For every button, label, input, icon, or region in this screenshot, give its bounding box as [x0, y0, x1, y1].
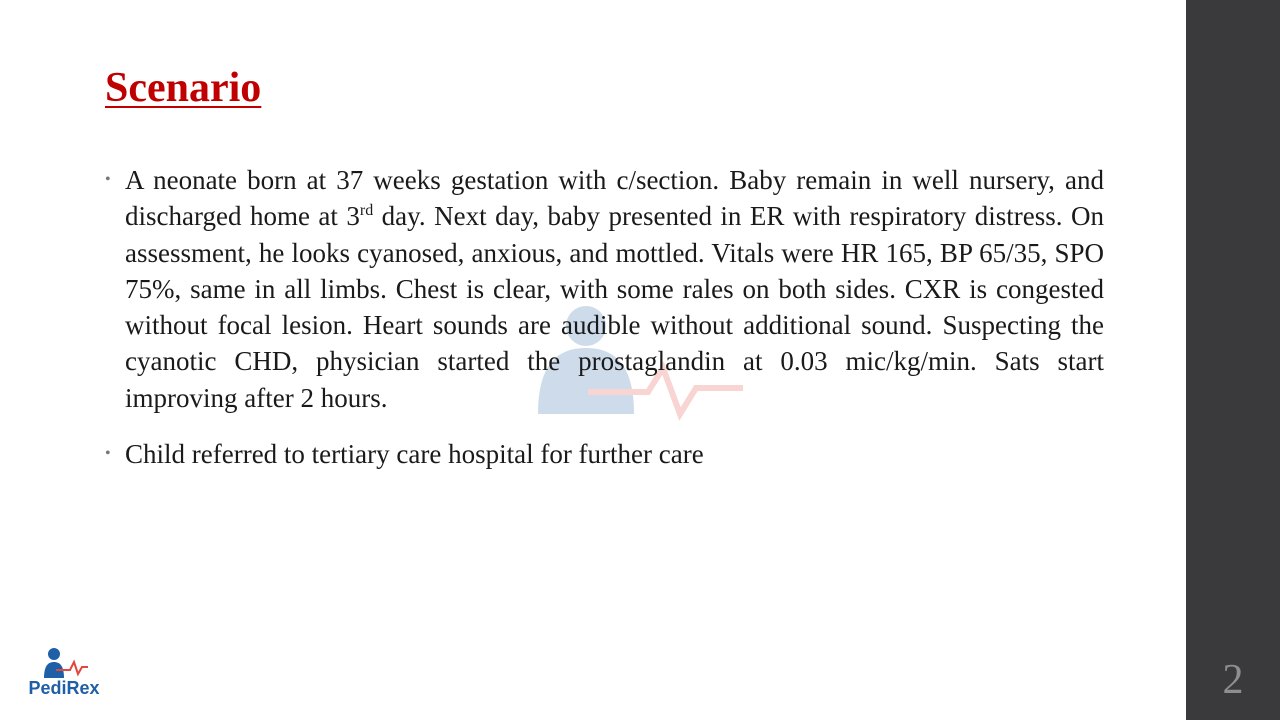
logo-text: PediRex — [28, 678, 100, 698]
bullet-icon: • — [105, 445, 111, 463]
pedirex-logo — [14, 634, 114, 714]
slide-title: Scenario — [105, 65, 262, 111]
ordinal-superscript: rd — [359, 202, 374, 220]
person-heartbeat-icon — [14, 634, 114, 678]
bullet-text-part2: day. Next day, baby presented in ER with respiratory distress. On assessment, he looks cyanosed, anxious, and mottled. Vitals were HR 165, BP 65/35, SPO 75%, same in all limbs. Chest is clear, with some rales on both sides. CXR is congested without focal lesion. Heart sounds are audible without additional sound. Suspecting the cyanotic CHD, physician started the prostaglandin at 0.03 mic/kg/min. Sats start improving after 2 hours. — [125, 201, 1104, 413]
sidebar-panel — [1186, 0, 1280, 720]
bullet-icon: • — [105, 171, 111, 188]
bullet-text-part1: A neonate born at 37 weeks gestation with c/section. Baby remain in well nursery, and discharged home at 3 — [125, 165, 1104, 232]
bullet-item-scenario — [105, 162, 1104, 416]
bullet-item-referral — [105, 436, 1104, 472]
bullet-text: Child referred to tertiary care hospital for further care — [125, 439, 704, 470]
page-number: 2 — [1222, 657, 1244, 703]
bullet-list — [105, 162, 1104, 492]
